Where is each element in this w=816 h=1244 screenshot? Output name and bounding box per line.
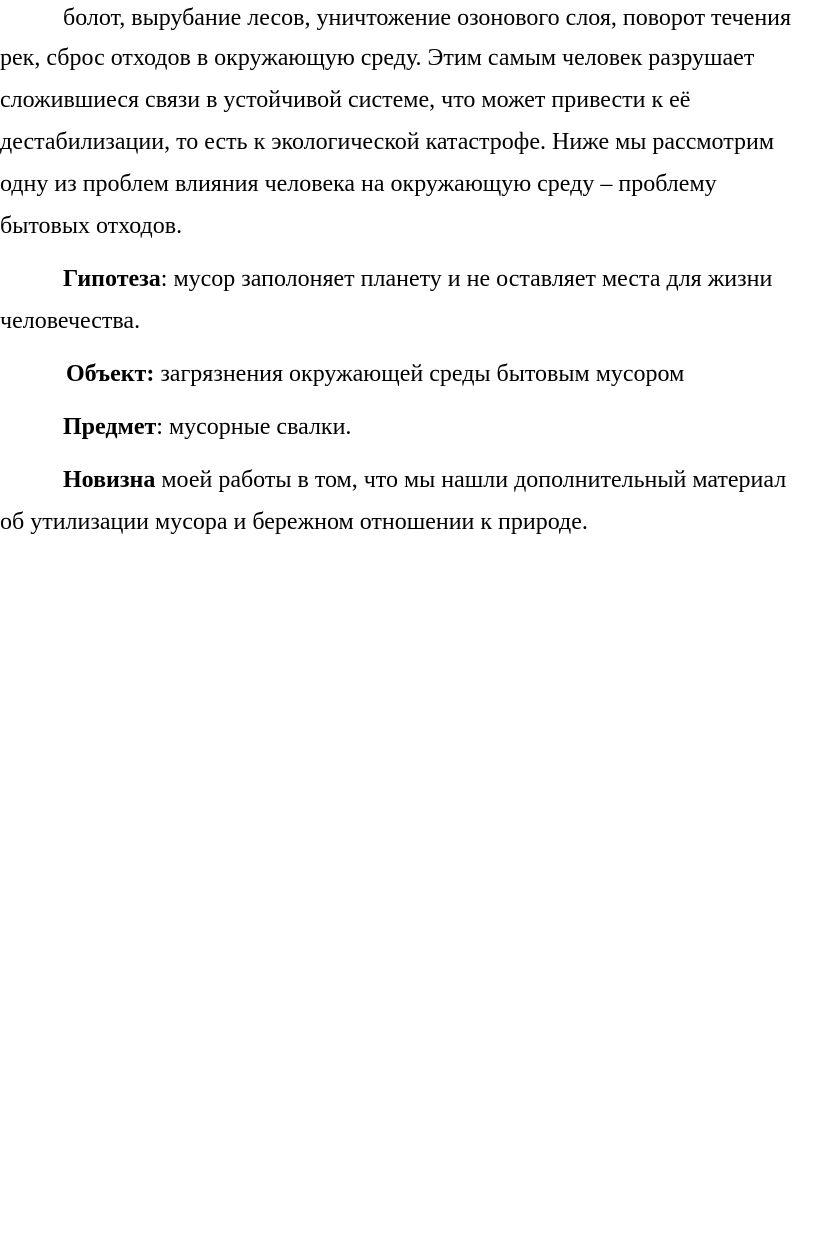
- intro-line-4: дестабилизации, то есть к экологической катастрофе. Ниже мы рассмотрим: [0, 129, 775, 155]
- novelty-text: моей работы в том, что мы нашли дополнительный материал: [155, 467, 787, 493]
- hypothesis-line-2: человечества.: [0, 308, 141, 334]
- intro-line-5: одну из проблем влияния человека на окружающую среду – проблему: [0, 171, 717, 197]
- intro-line-1: болот, вырубание лесов, уничтожение озонового слоя, поворот течения: [63, 5, 792, 31]
- object-label: Объект:: [66, 361, 155, 387]
- object-line: [66, 360, 684, 388]
- novelty-line-2: об утилизации мусора и бережном отношении к природе.: [0, 509, 588, 535]
- subject-text: : мусорные свалки.: [156, 414, 352, 440]
- novelty-line-1: [63, 466, 786, 494]
- hypothesis-text: : мусор заполоняет планету и не оставляет места для жизни: [160, 266, 773, 292]
- hypothesis-line-1: [63, 265, 772, 293]
- object-text: загрязнения окружающей среды бытовым мусором: [154, 361, 685, 387]
- intro-line-2: рек, сброс отходов в окружающую среду. Этим самым человек разрушает: [0, 45, 755, 71]
- intro-line-6: бытовых отходов.: [0, 213, 183, 239]
- subject-line: [63, 413, 351, 441]
- hypothesis-label: Гипотеза: [63, 266, 161, 292]
- intro-line-3: сложившиеся связи в устойчивой системе, что может привести к её: [0, 87, 691, 113]
- subject-label: Предмет: [63, 414, 157, 440]
- novelty-label: Новизна: [63, 467, 156, 493]
